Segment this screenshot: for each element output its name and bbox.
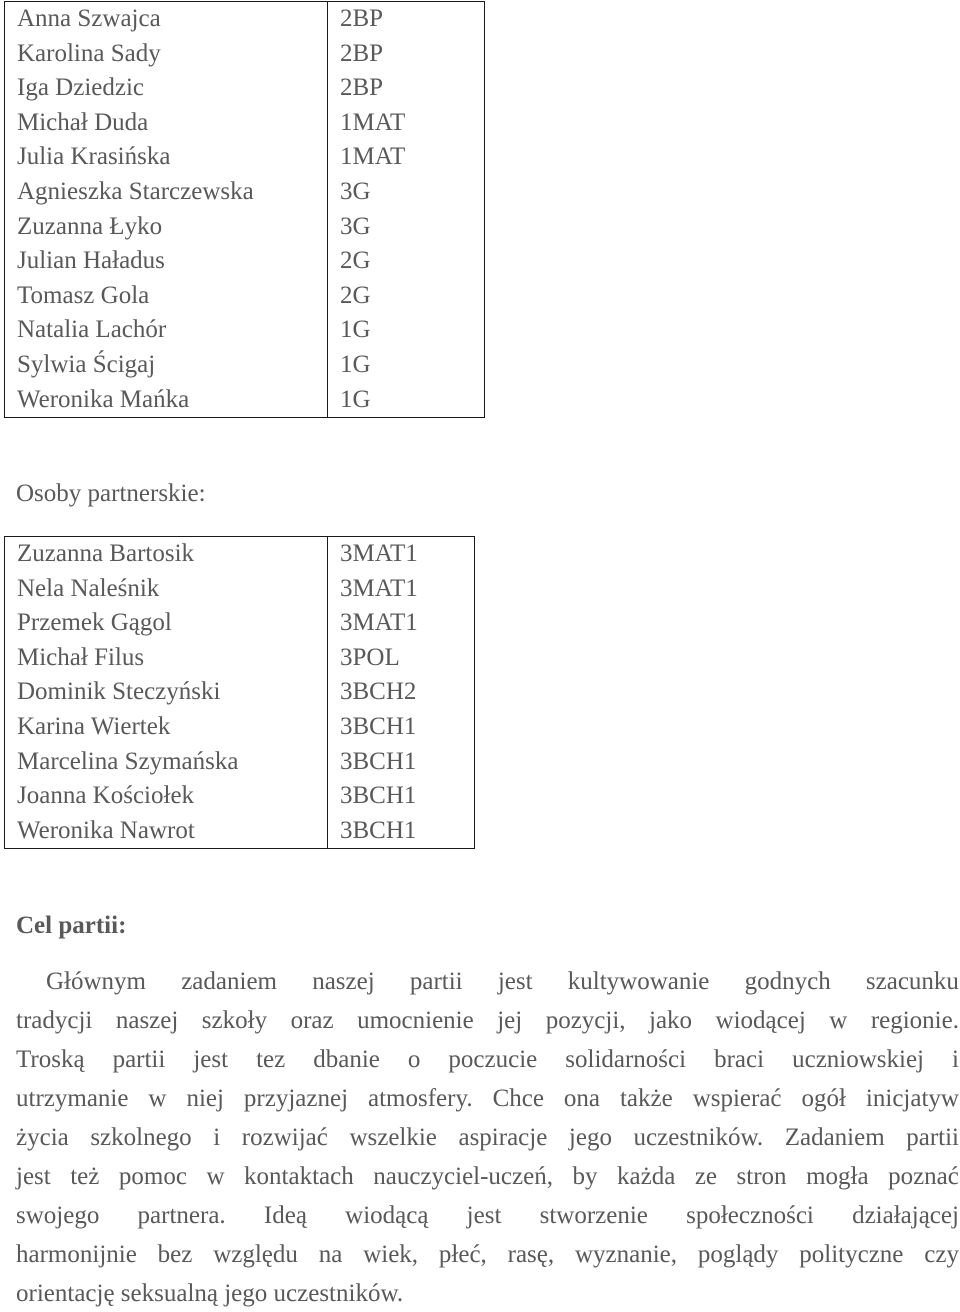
student-class: 2BP <box>340 5 384 32</box>
word: kultywowanie <box>567 968 710 995</box>
partner-name: Nela Naleśnik <box>17 574 160 602</box>
word: czy <box>924 1241 959 1268</box>
word: wszelkie <box>349 1124 437 1151</box>
word: ona <box>563 1085 601 1112</box>
word: umocnienie <box>357 1007 474 1034</box>
paragraph-line <box>16 1163 959 1191</box>
word: wiodącej <box>715 1007 806 1034</box>
partner-class: 3BCH1 <box>340 816 417 844</box>
partner-name: Michał Filus <box>17 643 145 671</box>
word: Ideą <box>263 1202 307 1229</box>
word: szacunku <box>865 968 959 995</box>
word: oraz <box>290 1007 334 1034</box>
word: też <box>70 1163 100 1190</box>
partner-class: 3MAT1 <box>340 609 418 637</box>
partner-name: Joanna Kościołek <box>17 782 195 810</box>
table-row <box>5 2 485 418</box>
word: społeczności <box>686 1202 814 1229</box>
word: jest <box>193 1046 229 1073</box>
word: wyznanie, <box>574 1241 678 1268</box>
word: jego <box>568 1124 612 1151</box>
word: ze <box>694 1163 718 1190</box>
word: by <box>572 1163 598 1190</box>
partner-class: 3MAT1 <box>340 540 418 567</box>
student-name: Julia Krasińska <box>17 143 171 171</box>
word: jej <box>497 1007 523 1034</box>
word: względu <box>213 1241 298 1268</box>
partner-name: Karina Wiertek <box>17 712 171 740</box>
word: partnera. <box>137 1202 226 1229</box>
student-name: Agnieszka Starczewska <box>17 177 254 205</box>
word: utrzymanie <box>16 1085 129 1112</box>
word: dbanie <box>313 1046 380 1073</box>
word: atmosfery. <box>368 1085 473 1112</box>
word: Zadaniem <box>784 1124 885 1151</box>
word: mogła <box>806 1163 869 1190</box>
partner-name: Weronika Nawrot <box>17 816 195 844</box>
partner-class: 3BCH1 <box>340 712 417 740</box>
word: o <box>407 1046 421 1073</box>
paragraph-line <box>16 1046 959 1074</box>
word: inicjatyw <box>865 1085 959 1112</box>
word: poglądy <box>697 1241 779 1268</box>
word: naszej <box>115 1007 179 1034</box>
word: braci <box>714 1046 765 1073</box>
word: wspierać <box>692 1085 782 1112</box>
word: niej <box>186 1085 224 1112</box>
word: na <box>318 1241 343 1268</box>
names-column <box>5 537 328 849</box>
partner-name: Marcelina Szymańska <box>17 747 239 775</box>
word: solidarności <box>565 1046 687 1073</box>
partner-name: Przemek Gągol <box>17 609 172 637</box>
word: jako <box>649 1007 693 1034</box>
word: nauczyciel-uczeń, <box>373 1163 553 1190</box>
word: w <box>206 1163 225 1190</box>
word: polityczne <box>799 1241 904 1268</box>
word: tez <box>256 1046 286 1073</box>
word: swojego <box>16 1202 100 1229</box>
paragraph-line <box>16 1124 959 1152</box>
classes-column <box>328 2 485 418</box>
student-class: 3G <box>340 177 371 205</box>
word: regionie. <box>870 1007 959 1034</box>
word: jest <box>466 1202 502 1229</box>
word: partii <box>906 1124 959 1151</box>
word: Głównym <box>46 968 146 995</box>
partner-name: Zuzanna Bartosik <box>17 540 195 567</box>
word: i <box>952 1046 959 1073</box>
paragraph-line: orientację seksualną jego uczestników. <box>16 1280 404 1307</box>
word: naszej <box>312 968 375 995</box>
word: Chce <box>492 1085 544 1112</box>
word: ogół <box>801 1085 846 1112</box>
student-class: 1G <box>340 385 371 413</box>
word: uczestników. <box>633 1124 764 1151</box>
partner-class: 3MAT1 <box>340 574 418 602</box>
paragraph-line <box>16 968 959 996</box>
partner-class: 3BCH1 <box>340 747 417 775</box>
goal-heading: Cel partii: <box>16 912 127 939</box>
student-class: 1G <box>340 316 371 344</box>
partner-name: Dominik Steczyński <box>17 678 221 706</box>
table-row <box>5 537 475 849</box>
word: działającej <box>852 1202 959 1229</box>
student-class: 3G <box>340 212 371 240</box>
word: zadaniem <box>181 968 277 995</box>
student-name: Zuzanna Łyko <box>17 212 163 240</box>
student-class: 1G <box>340 350 371 378</box>
word: w <box>829 1007 848 1034</box>
student-class: 2BP <box>340 74 384 102</box>
student-class: 2G <box>340 281 371 309</box>
paragraph-line <box>16 1241 959 1269</box>
word: pomoc <box>118 1163 187 1190</box>
word: tradycji <box>16 1007 93 1034</box>
word: płeć, <box>438 1241 487 1268</box>
word: poczucie <box>448 1046 538 1073</box>
word: w <box>148 1085 167 1112</box>
word: uczniowskiej <box>792 1046 925 1073</box>
paragraph-line <box>16 1085 959 1113</box>
student-class: 1MAT <box>340 143 406 171</box>
word: harmonijnie <box>16 1241 137 1268</box>
student-name: Karolina Sady <box>17 39 161 67</box>
word: wiek, <box>363 1241 419 1268</box>
word: bez <box>157 1241 193 1268</box>
word: jest <box>16 1163 51 1190</box>
student-name: Weronika Mańka <box>17 385 190 413</box>
partner-class: 3BCH2 <box>340 678 417 706</box>
names-column <box>5 2 328 418</box>
word: partii <box>112 1046 166 1073</box>
word: partii <box>409 968 463 995</box>
word: poznać <box>888 1163 959 1190</box>
student-name: Anna Szwajca <box>17 5 161 32</box>
word: pozycji, <box>545 1007 626 1034</box>
word: rozwijać <box>241 1124 328 1151</box>
partner-class: 3POL <box>340 643 400 671</box>
partner-class: 3BCH1 <box>340 782 417 810</box>
word: wiodącą <box>345 1202 429 1229</box>
word: przyjaznej <box>243 1085 349 1112</box>
partners-heading: Osoby partnerskie: <box>16 480 206 507</box>
word: stron <box>736 1163 787 1190</box>
word: godnych <box>744 968 831 995</box>
word: rasę, <box>507 1241 555 1268</box>
word: kontaktach <box>244 1163 354 1190</box>
student-class: 2G <box>340 247 371 275</box>
word: także <box>619 1085 673 1112</box>
student-class: 1MAT <box>340 108 406 136</box>
partners-table <box>4 536 475 849</box>
word: szkolnego <box>90 1124 192 1151</box>
student-name: Michał Duda <box>17 108 149 136</box>
word: każda <box>617 1163 676 1190</box>
word: jest <box>497 968 533 995</box>
student-class: 2BP <box>340 39 384 67</box>
paragraph-line <box>16 1202 959 1230</box>
word: aspiracje <box>458 1124 548 1151</box>
word: stworzenie <box>539 1202 648 1229</box>
paragraph-line <box>16 1007 959 1035</box>
word: życia <box>16 1124 69 1151</box>
student-name: Julian Haładus <box>17 247 165 275</box>
word: szkoły <box>201 1007 268 1034</box>
students-table <box>4 1 485 418</box>
student-name: Natalia Lachór <box>17 316 167 344</box>
student-name: Tomasz Gola <box>17 281 150 309</box>
word: Troską <box>16 1046 85 1073</box>
student-name: Sylwia Ścigaj <box>17 350 156 378</box>
word: i <box>213 1124 221 1151</box>
classes-column <box>328 537 475 849</box>
student-name: Iga Dziedzic <box>17 74 145 102</box>
